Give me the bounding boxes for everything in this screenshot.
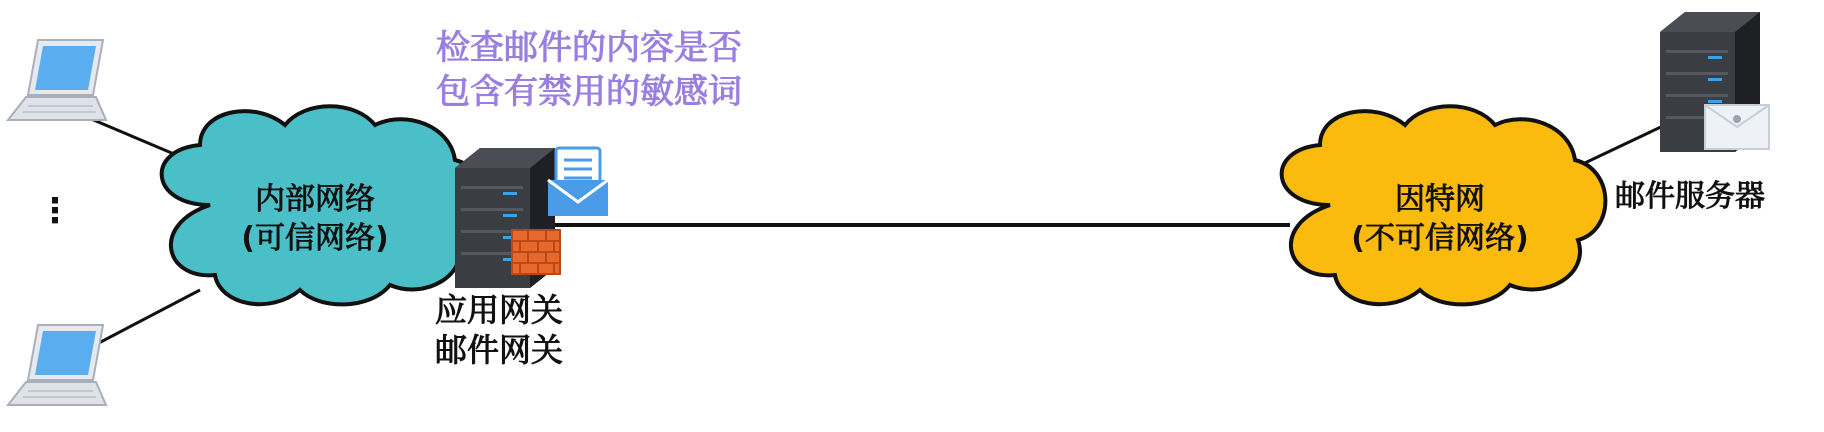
internet-name: 因特网 xyxy=(1395,182,1485,217)
laptop-icon-top xyxy=(8,40,106,120)
annotation-line-1: 检查邮件的内容是否 xyxy=(436,28,742,68)
internet-label xyxy=(1330,180,1550,258)
annotation-line-2: 包含有禁用的敏感词 xyxy=(436,72,742,113)
more-hosts-ellipsis: ⋮ xyxy=(38,191,72,231)
mail-server-label: 邮件服务器 xyxy=(1615,179,1765,214)
content-check-annotation xyxy=(436,26,742,114)
mail-envelope-icon xyxy=(1705,105,1769,149)
laptop-icon-bottom xyxy=(8,325,106,405)
internal-network-label xyxy=(225,180,405,258)
internal-network-subtitle: (可信网络) xyxy=(241,221,389,256)
gateway-label xyxy=(435,290,563,370)
firewall-icon xyxy=(512,230,560,274)
gateway-label-mail: 邮件网关 xyxy=(435,331,564,369)
internal-network-name: 内部网络 xyxy=(255,182,375,217)
internet-subtitle: (不可信网络) xyxy=(1351,221,1529,256)
mail-document-icon xyxy=(548,148,608,216)
link-laptop-bottom xyxy=(95,290,200,345)
gateway-label-application: 应用网关 xyxy=(435,291,564,329)
